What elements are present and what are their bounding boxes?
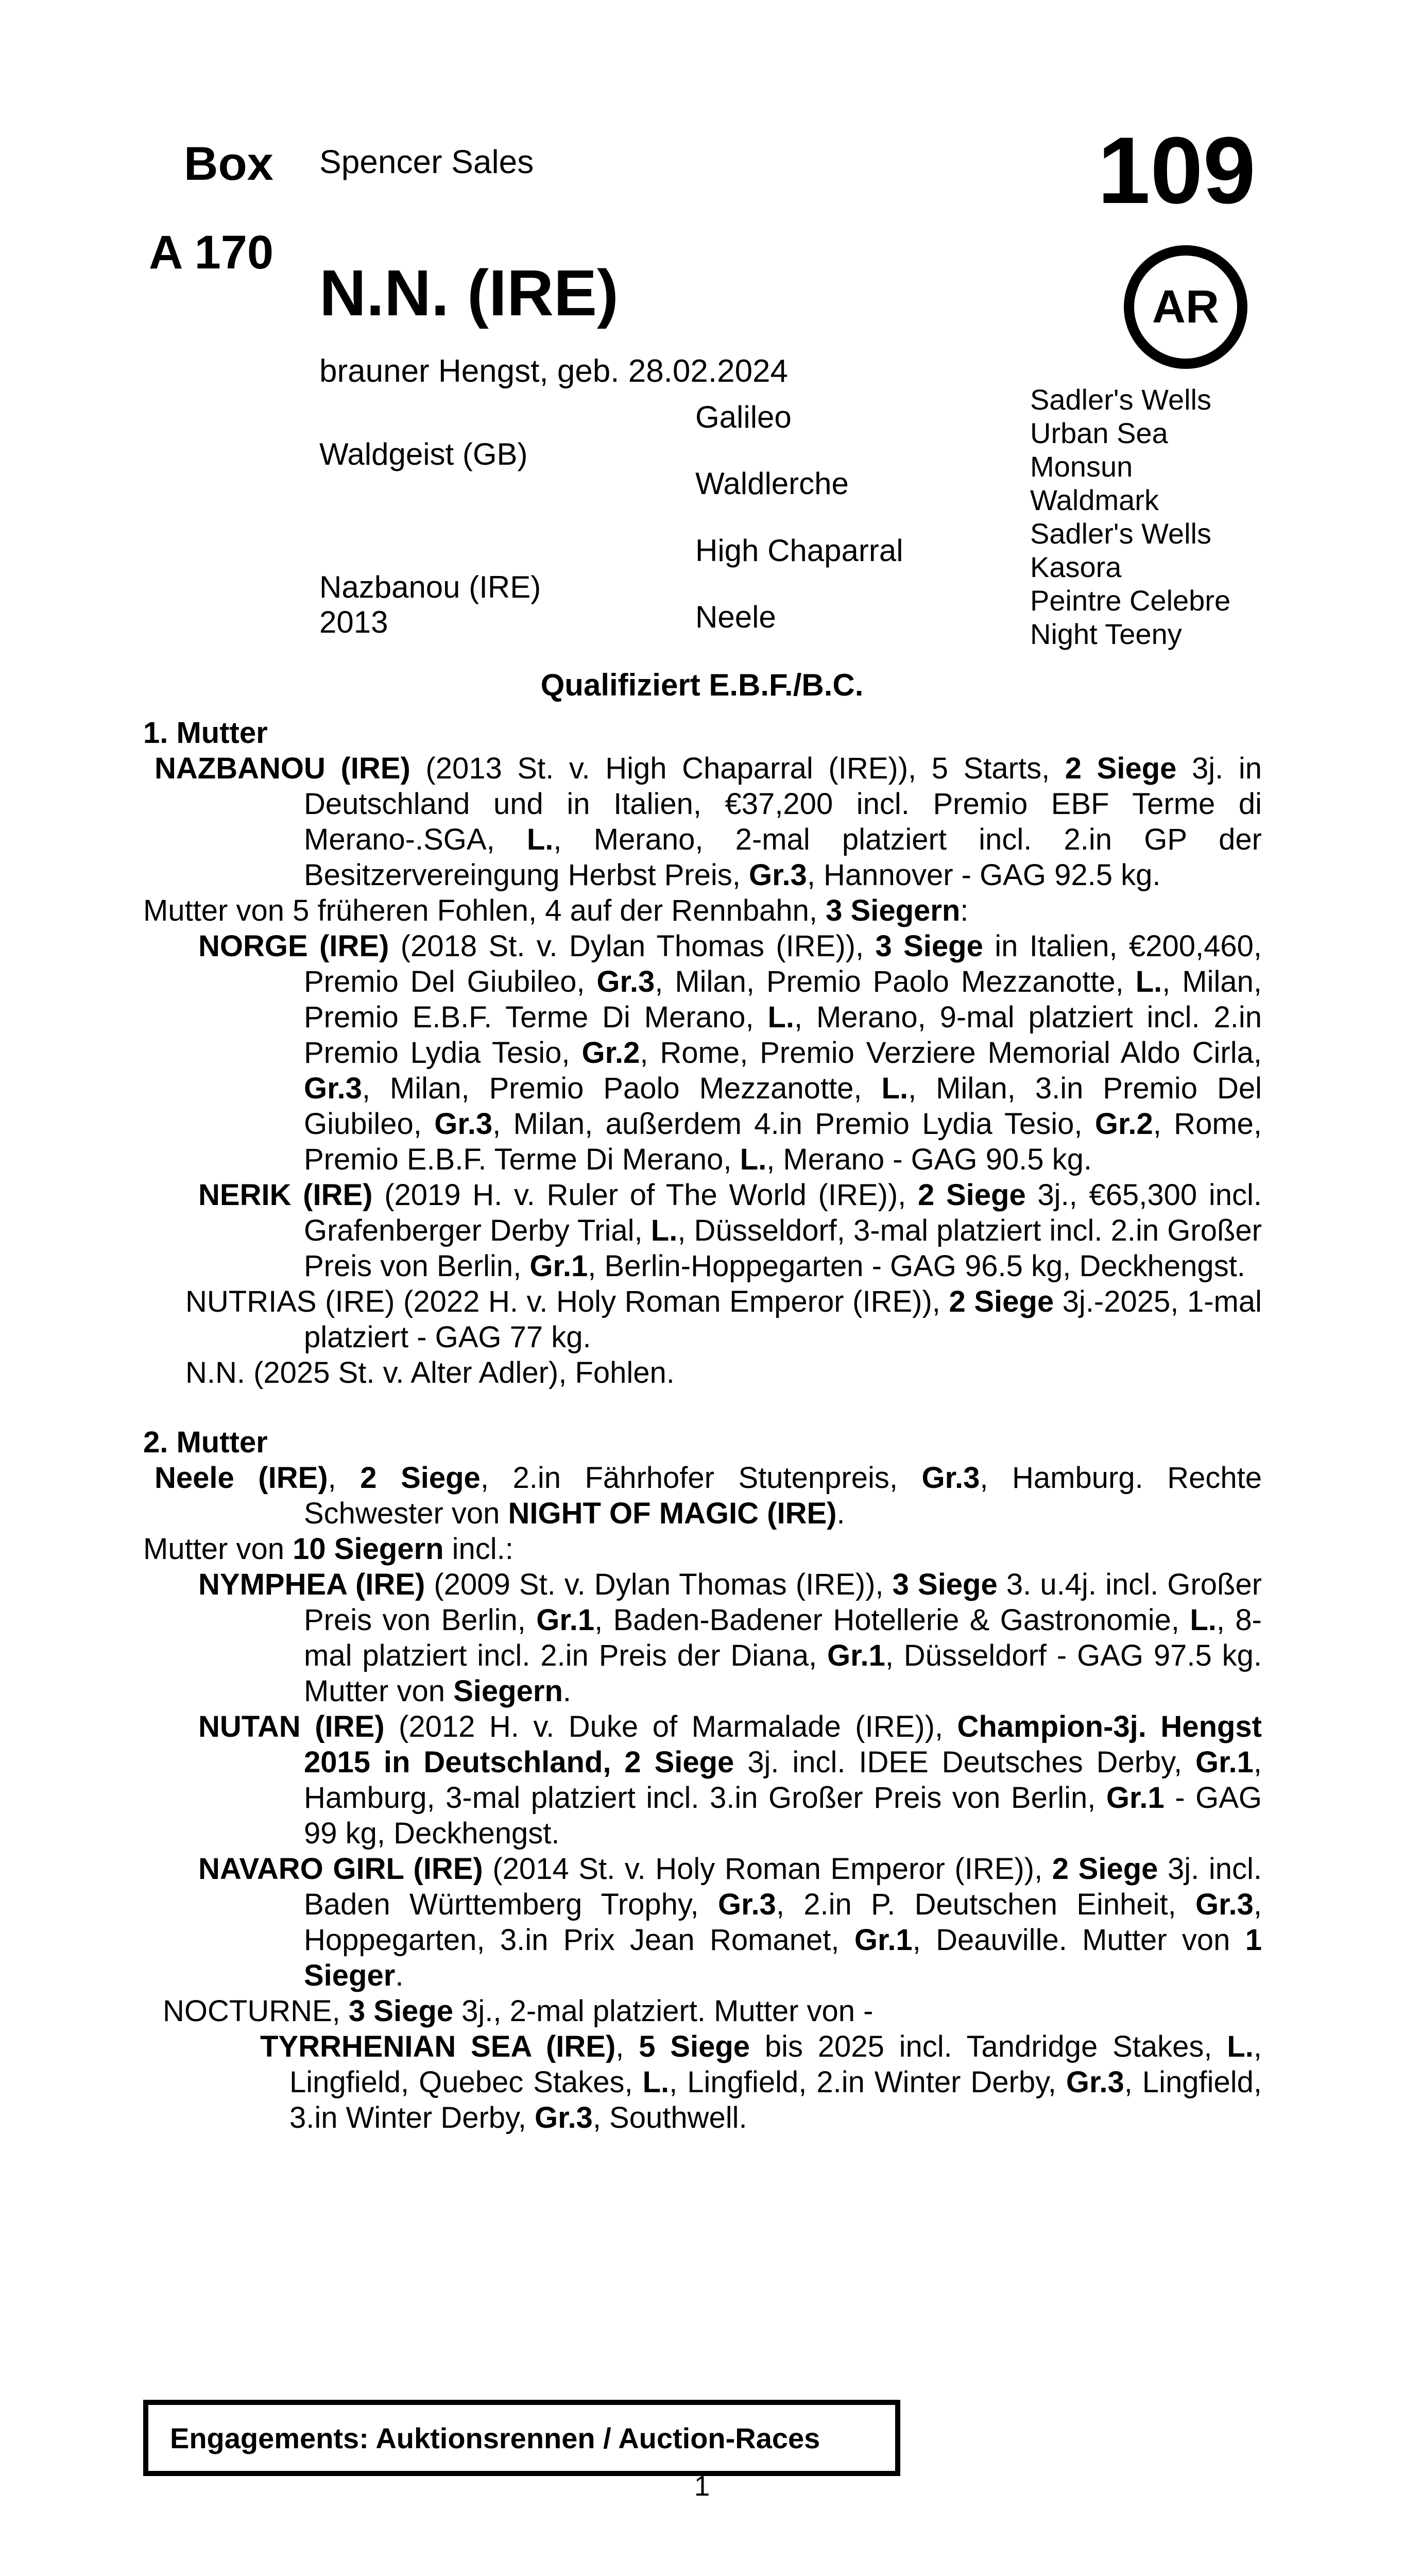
engagements-label: Engagements: Auktionsrennen / Auction-Races	[170, 2421, 820, 2454]
emphasized-text: Gr.2	[581, 1036, 640, 1070]
pedigree-text-paragraph	[143, 1709, 1262, 1851]
engagements-box	[143, 2400, 900, 2476]
dam-family-text	[143, 715, 1262, 2136]
plain-text: , Hamburg, 3-mal platziert incl. 3.in Großer Preis von Berlin,	[304, 1745, 1262, 1815]
emphasized-text: NERIK (IRE)	[198, 1178, 385, 1212]
pedigree-dam-sire: High Chaparral	[695, 533, 903, 568]
plain-text: , Baden-Badener Hotellerie & Gastronomie,	[594, 1603, 1190, 1637]
ar-badge-label: AR	[1152, 281, 1219, 333]
plain-text: in Italien, €200,460, Premio Del Giubileo,	[304, 929, 1262, 998]
emphasized-text: NUTAN (IRE)	[198, 1710, 399, 1743]
plain-text: , Lingfield, 3.in Winter Derby,	[289, 2065, 1262, 2134]
emphasized-text: Champion-3j. Hengst 2015 in Deutschland, 2 Siege	[304, 1710, 1262, 1779]
pedigree-text-paragraph	[143, 1460, 1262, 1531]
consignor-name: Spencer Sales	[319, 143, 534, 180]
plain-text: ,	[328, 1461, 361, 1495]
plain-text: , Milan, Premio Paolo Mezzanotte,	[362, 1072, 882, 1105]
emphasized-text: 1 Sieger	[304, 1923, 1262, 1992]
plain-text: ,	[615, 2030, 639, 2063]
first-dam-heading: 1. Mutter	[143, 716, 268, 750]
pedigree-gen3-entry: Waldmark	[1030, 484, 1159, 516]
emphasized-text: Gr.3	[1066, 2065, 1124, 2099]
emphasized-text: 3 Siege	[892, 1568, 1006, 1601]
pedigree-text-paragraph	[143, 1177, 1262, 1284]
emphasized-text: Gr.3	[717, 1888, 776, 1921]
pedigree-sire-sire: Galileo	[695, 400, 792, 434]
emphasized-text: NORGE (IRE)	[198, 929, 401, 963]
emphasized-text: L.	[642, 2065, 670, 2099]
emphasized-text: Gr.1	[1195, 1745, 1254, 1779]
pedigree-sire: Waldgeist (GB)	[319, 437, 528, 471]
emphasized-text: 2 Siege	[360, 1461, 481, 1495]
plain-text: .	[836, 1497, 845, 1530]
plain-text: (2014 St. v. Holy Roman Emperor (IRE)),	[492, 1852, 1052, 1886]
pedigree-gen3-entry: Sadler's Wells	[1030, 517, 1211, 550]
emphasized-text: Gr.1	[529, 1249, 588, 1283]
emphasized-text: 3 Siegern	[826, 894, 961, 927]
box-label: Box	[184, 138, 273, 190]
plain-text: , Lingfield, Quebec Stakes,	[289, 2030, 1262, 2099]
emphasized-text: L.	[1227, 2030, 1254, 2063]
second-dam-section	[143, 1425, 1262, 2136]
emphasized-text: Gr.3	[434, 1107, 493, 1141]
plain-text: 3. u.4j. incl. Großer Preis von Berlin,	[304, 1568, 1262, 1637]
plain-text: , Hannover - GAG 92.5 kg.	[807, 858, 1161, 892]
pedigree-text-paragraph	[143, 2029, 1262, 2136]
pedigree-gen3-entry: Urban Sea	[1030, 417, 1168, 449]
emphasized-text: L.	[740, 1143, 767, 1176]
emphasized-text: 5 Siege	[639, 2030, 765, 2063]
emphasized-text: Gr.1	[827, 1639, 885, 1672]
pedigree-gen3-entry: Monsun	[1030, 450, 1133, 483]
emphasized-text: Neele (IRE)	[155, 1461, 328, 1495]
plain-text: (2018 St. v. Dylan Thomas (IRE)),	[400, 929, 876, 963]
horse-description: brauner Hengst, geb. 28.02.2024	[319, 353, 789, 389]
box-number: A 170	[149, 226, 274, 279]
plain-text: , Rome, Premio E.B.F. Terme Di Merano,	[304, 1107, 1262, 1176]
emphasized-text: Gr.2	[1094, 1107, 1153, 1141]
emphasized-text: Gr.1	[1106, 1781, 1165, 1815]
plain-text: , Milan, 3.in Premio Del Giubileo,	[304, 1072, 1262, 1141]
pedigree-dam: Nazbanou (IRE)	[319, 570, 541, 604]
plain-text: 3j. incl. IDEE Deutsches Derby,	[747, 1745, 1196, 1779]
plain-text: NUTRIAS (IRE) (2022 H. v. Holy Roman Emperor (IRE)),	[185, 1285, 949, 1318]
plain-text: incl.:	[443, 1532, 513, 1566]
plain-text: Mutter von	[143, 1532, 293, 1566]
plain-text: , Berlin-Hoppegarten - GAG 96.5 kg, Deckhengst.	[588, 1249, 1245, 1283]
first-dam-section	[143, 715, 1262, 1391]
plain-text: 3j.-2025, 1-mal platziert - GAG 77 kg.	[304, 1285, 1262, 1354]
plain-text: , Merano - GAG 90.5 kg.	[766, 1143, 1092, 1176]
plain-text: 3j. incl. Baden Württemberg Trophy,	[304, 1852, 1262, 1921]
plain-text: .	[562, 1674, 571, 1708]
emphasized-text: 2 Siege	[1052, 1852, 1168, 1886]
pedigree-gen3-entry: Sadler's Wells	[1030, 383, 1211, 416]
plain-text: , Lingfield, 2.in Winter Derby,	[669, 2065, 1066, 2099]
plain-text: , Deauville. Mutter von	[912, 1923, 1245, 1957]
second-dam-heading: 2. Mutter	[143, 1426, 268, 1459]
emphasized-text: Gr.1	[536, 1603, 595, 1637]
plain-text: 3j. in Deutschland und in Italien, €37,200 incl. Premio EBF Terme di Merano-.SGA,	[304, 752, 1262, 856]
emphasized-text: NYMPHEA (IRE)	[198, 1568, 434, 1601]
emphasized-text: Gr.3	[534, 2101, 593, 2134]
plain-text: , Hoppegarten, 3.in Prix Jean Romanet,	[304, 1888, 1262, 1957]
plain-text: 3j., €65,300 incl. Grafenberger Derby Trial,	[304, 1178, 1262, 1247]
emphasized-text: Gr.3	[1195, 1888, 1254, 1921]
pedigree-text-paragraph	[143, 893, 1262, 928]
emphasized-text: 2 Siege	[918, 1178, 1038, 1212]
plain-text: N.N. (2025 St. v. Alter Adler), Fohlen.	[185, 1356, 675, 1389]
emphasized-text: L.	[650, 1214, 678, 1247]
emphasized-text: L.	[526, 823, 554, 856]
plain-text: NOCTURNE,	[163, 1994, 349, 2028]
ar-badge-icon	[1124, 245, 1247, 369]
emphasized-text: Gr.1	[854, 1923, 913, 1957]
plain-text: , Düsseldorf - GAG 97.5 kg. Mutter von	[304, 1639, 1262, 1708]
plain-text: , Düsseldorf, 3-mal platziert incl. 2.in Großer Preis von Berlin,	[304, 1214, 1262, 1283]
emphasized-text: 2 Siege	[1065, 752, 1192, 785]
pedigree-text-paragraph	[143, 928, 1262, 1177]
pedigree-gen3-entry: Night Teeny	[1030, 618, 1182, 650]
emphasized-text: Gr.3	[921, 1461, 980, 1495]
first-dam-paragraphs	[143, 751, 1262, 1391]
plain-text: Mutter von 5 früheren Fohlen, 4 auf der Rennbahn,	[143, 894, 826, 927]
pedigree-text-paragraph	[143, 1531, 1262, 1567]
qualification-note: Qualifiziert E.B.F./B.C.	[540, 668, 864, 702]
plain-text: bis 2025 incl. Tandridge Stakes,	[764, 2030, 1227, 2063]
emphasized-text: L.	[767, 1001, 794, 1034]
pedigree-gen3-entry: Kasora	[1030, 551, 1122, 583]
emphasized-text: Gr.3	[596, 965, 655, 998]
plain-text: , Southwell.	[592, 2101, 747, 2134]
emphasized-text: 3 Siege	[875, 929, 995, 963]
plain-text: , Merano, 9-mal platziert incl. 2.in Premio Lydia Tesio,	[304, 1001, 1262, 1070]
emphasized-text: Gr.3	[304, 1072, 362, 1105]
plain-text: , Rome, Premio Verziere Memorial Aldo Cirla,	[640, 1036, 1262, 1070]
emphasized-text: 2 Siege	[949, 1285, 1063, 1318]
pedigree-text-paragraph	[143, 1993, 1262, 2029]
emphasized-text: TYRRHENIAN SEA (IRE)	[260, 2030, 616, 2063]
pedigree-text-paragraph	[143, 751, 1262, 893]
emphasized-text: NAZBANOU (IRE)	[155, 752, 426, 785]
plain-text: :	[960, 894, 969, 927]
page-number: 1	[694, 2470, 710, 2502]
plain-text: , Milan, Premio Paolo Mezzanotte,	[655, 965, 1136, 998]
emphasized-text: L.	[881, 1072, 909, 1105]
emphasized-text: Gr.3	[748, 858, 807, 892]
plain-text: , 2.in P. Deutschen Einheit,	[776, 1888, 1196, 1921]
emphasized-text: 10 Siegern	[293, 1532, 444, 1566]
emphasized-text: NAVARO GIRL (IRE)	[198, 1852, 493, 1886]
pedigree-dam-dam: Neele	[695, 600, 776, 634]
pedigree-text-paragraph	[143, 1284, 1262, 1355]
emphasized-text: L.	[1135, 965, 1162, 998]
horse-name: N.N. (IRE)	[319, 257, 619, 329]
pedigree-sire-dam: Waldlerche	[695, 466, 849, 501]
plain-text: , Hamburg. Rechte Schwester von	[304, 1461, 1262, 1530]
plain-text: , Milan, Premio E.B.F. Terme Di Merano,	[304, 965, 1262, 1034]
plain-text: , 2.in Fährhofer Stutenpreis,	[480, 1461, 922, 1495]
lot-number: 109	[1098, 117, 1256, 223]
plain-text: (2012 H. v. Duke of Marmalade (IRE)),	[399, 1710, 957, 1743]
plain-text: (2009 St. v. Dylan Thomas (IRE)),	[434, 1568, 893, 1601]
emphasized-text: L.	[1190, 1603, 1217, 1637]
plain-text: , 8-mal platziert incl. 2.in Preis der Diana,	[304, 1603, 1262, 1672]
pedigree-dam-year: 2013	[319, 605, 388, 639]
emphasized-text: 3 Siege	[348, 1994, 462, 2028]
plain-text: , Milan, außerdem 4.in Premio Lydia Tesio,	[492, 1107, 1095, 1141]
plain-text: .	[395, 1959, 404, 1992]
emphasized-text: NIGHT OF MAGIC (IRE)	[508, 1497, 837, 1530]
plain-text: (2013 St. v. High Chaparral (IRE)), 5 Starts,	[425, 752, 1065, 785]
emphasized-text: Siegern	[453, 1674, 563, 1708]
pedigree-text-paragraph	[143, 1567, 1262, 1709]
plain-text: (2019 H. v. Ruler of The World (IRE)),	[384, 1178, 918, 1212]
pedigree-gen3-entry: Peintre Celebre	[1030, 584, 1231, 617]
pedigree-text-paragraph	[143, 1851, 1262, 1993]
pedigree-text-paragraph	[143, 1355, 1262, 1391]
second-dam-paragraphs	[143, 1460, 1262, 2136]
plain-text: - GAG 99 kg, Deckhengst.	[304, 1781, 1262, 1850]
plain-text: , Merano, 2-mal platziert incl. 2.in GP der Besitzervereingung Herbst Preis,	[304, 823, 1262, 892]
plain-text: 3j., 2-mal platziert. Mutter von -	[461, 1994, 874, 2028]
